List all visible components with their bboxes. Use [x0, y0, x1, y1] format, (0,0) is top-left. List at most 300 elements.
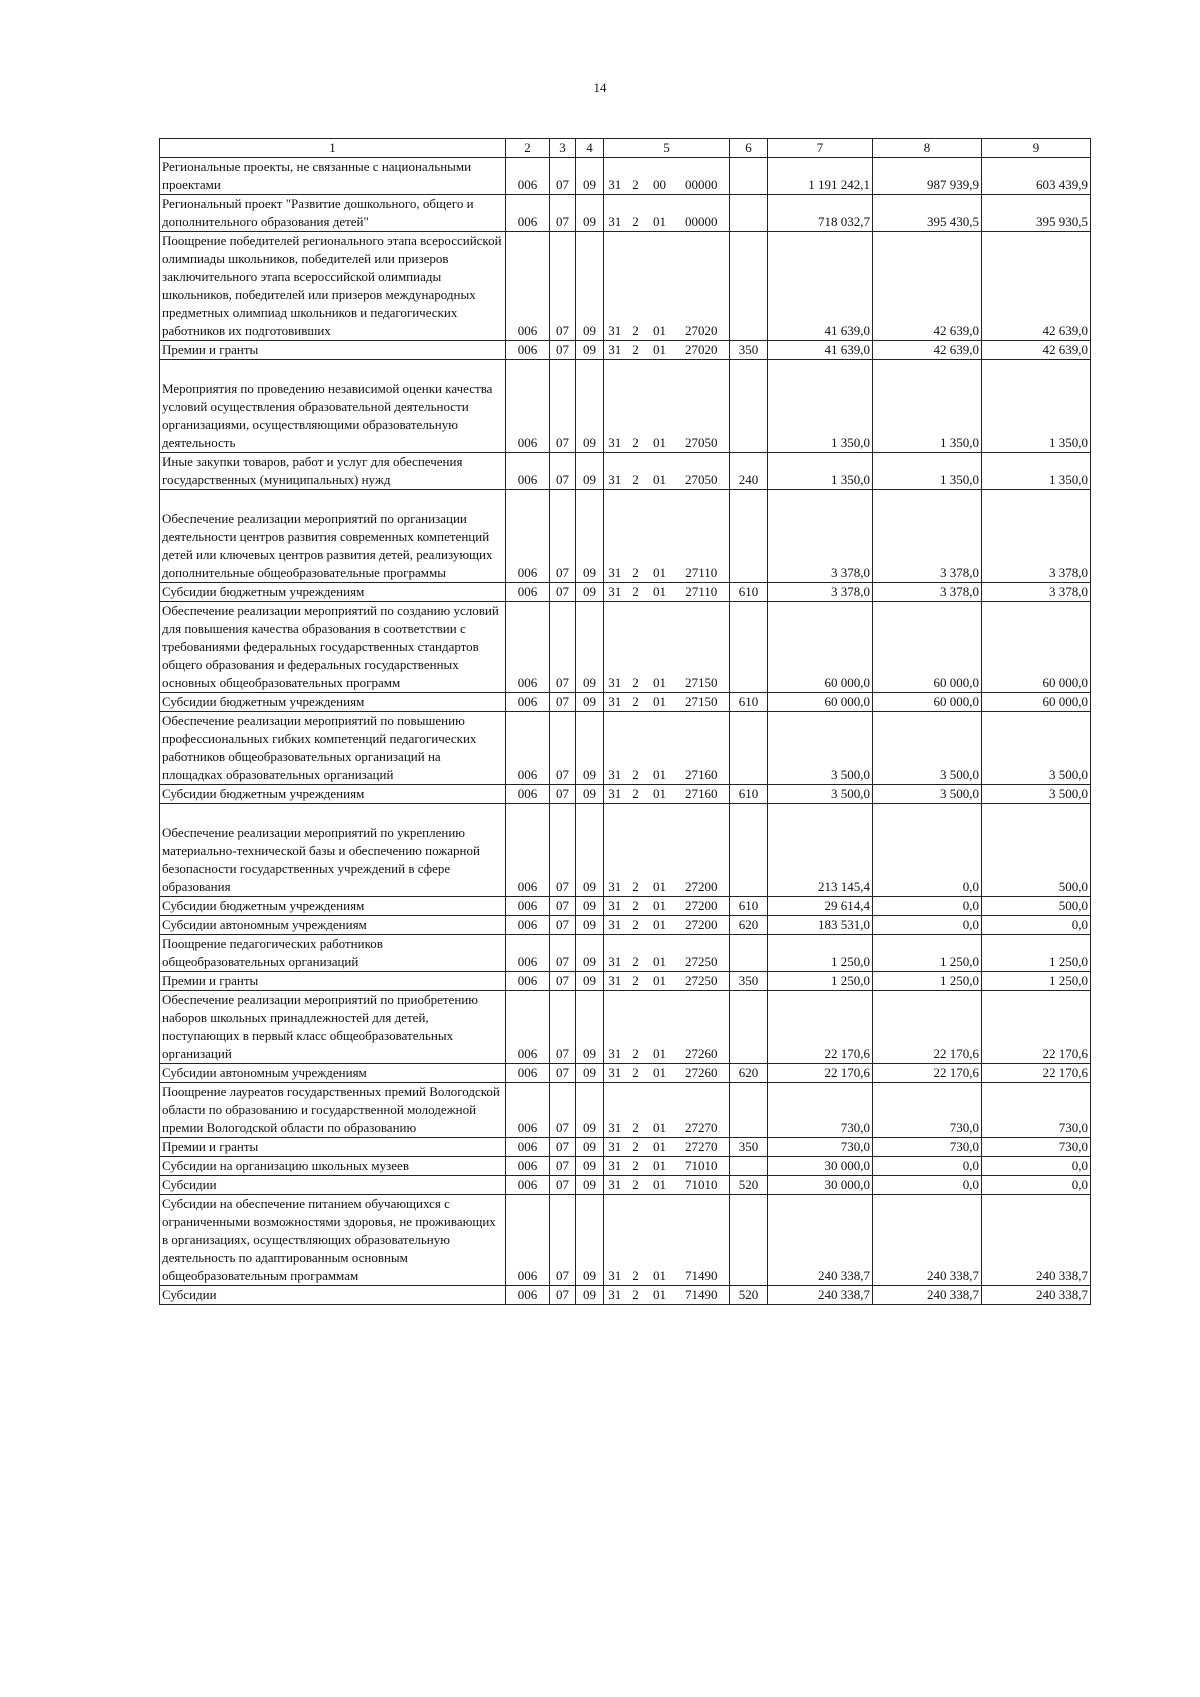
table-row — [160, 232, 1091, 341]
row-col-5-d: 27270 — [674, 1083, 730, 1138]
row-col-8: 0,0 — [873, 897, 982, 916]
row-col-2: 006 — [506, 712, 550, 785]
row-col-5-b: 2 — [626, 583, 646, 602]
row-col-7: 3 500,0 — [768, 785, 873, 804]
row-col-5-c: 01 — [646, 602, 674, 693]
row-col-5-c: 01 — [646, 1176, 674, 1195]
row-col-8: 3 500,0 — [873, 712, 982, 785]
row-name: Субсидии на организацию школьных музеев — [160, 1157, 506, 1176]
row-col-8: 3 378,0 — [873, 490, 982, 583]
row-col-9: 500,0 — [982, 804, 1091, 897]
row-col-5-a: 31 — [604, 693, 626, 712]
row-col-9: 3 378,0 — [982, 490, 1091, 583]
row-col-2: 006 — [506, 158, 550, 195]
row-col-7: 3 378,0 — [768, 490, 873, 583]
row-col-5-c: 01 — [646, 991, 674, 1064]
row-col-4: 09 — [576, 1286, 604, 1305]
table-row — [160, 935, 1091, 972]
row-col-5-a: 31 — [604, 1176, 626, 1195]
row-col-5-d: 27150 — [674, 693, 730, 712]
row-name: Субсидии бюджетным учреждениям — [160, 785, 506, 804]
row-col-4: 09 — [576, 341, 604, 360]
row-col-4: 09 — [576, 1157, 604, 1176]
row-col-5-b: 2 — [626, 712, 646, 785]
row-col-4: 09 — [576, 972, 604, 991]
row-col-2: 006 — [506, 1195, 550, 1286]
table-row — [160, 785, 1091, 804]
row-col-3: 07 — [550, 341, 576, 360]
row-col-3: 07 — [550, 804, 576, 897]
row-col-3: 07 — [550, 195, 576, 232]
row-col-8: 730,0 — [873, 1083, 982, 1138]
row-col-5-d: 27160 — [674, 712, 730, 785]
row-col-5-b: 2 — [626, 991, 646, 1064]
row-col-2: 006 — [506, 341, 550, 360]
row-name: Субсидии — [160, 1176, 506, 1195]
row-col-5-d: 71010 — [674, 1176, 730, 1195]
row-col-3: 07 — [550, 972, 576, 991]
row-col-4: 09 — [576, 1138, 604, 1157]
row-col-2: 006 — [506, 1286, 550, 1305]
row-col-8: 3 500,0 — [873, 785, 982, 804]
row-col-5-d: 00000 — [674, 195, 730, 232]
row-col-7: 1 350,0 — [768, 360, 873, 453]
row-col-5-b: 2 — [626, 1286, 646, 1305]
row-col-3: 07 — [550, 693, 576, 712]
row-col-5-a: 31 — [604, 158, 626, 195]
row-col-8: 0,0 — [873, 916, 982, 935]
row-col-9: 395 930,5 — [982, 195, 1091, 232]
row-col-5-d: 27270 — [674, 1138, 730, 1157]
row-col-8: 1 250,0 — [873, 935, 982, 972]
row-col-4: 09 — [576, 453, 604, 490]
row-name: Премии и гранты — [160, 1138, 506, 1157]
row-col-5-b: 2 — [626, 360, 646, 453]
row-col-6: 610 — [730, 583, 768, 602]
row-name: Субсидии — [160, 1286, 506, 1305]
row-col-5-a: 31 — [604, 897, 626, 916]
row-col-2: 006 — [506, 583, 550, 602]
row-col-8: 730,0 — [873, 1138, 982, 1157]
row-col-5-d: 27260 — [674, 991, 730, 1064]
row-col-5-c: 01 — [646, 1286, 674, 1305]
table-row — [160, 158, 1091, 195]
header-col-5: 5 — [604, 139, 730, 158]
row-col-8: 22 170,6 — [873, 991, 982, 1064]
row-name: Обеспечение реализации мероприятий по приобретению наборов школьных принадлежностей для детей, поступающих в первый класс общеобразовательных организаций — [160, 991, 506, 1064]
row-col-5-a: 31 — [604, 1195, 626, 1286]
row-col-6 — [730, 804, 768, 897]
row-col-3: 07 — [550, 232, 576, 341]
row-col-4: 09 — [576, 1083, 604, 1138]
row-col-6: 620 — [730, 1064, 768, 1083]
row-col-5-a: 31 — [604, 341, 626, 360]
row-col-5-d: 27020 — [674, 341, 730, 360]
row-col-2: 006 — [506, 232, 550, 341]
row-col-5-c: 01 — [646, 490, 674, 583]
row-col-5-d: 27150 — [674, 602, 730, 693]
row-col-3: 07 — [550, 1176, 576, 1195]
row-col-5-b: 2 — [626, 1176, 646, 1195]
row-col-9: 1 350,0 — [982, 453, 1091, 490]
row-col-5-b: 2 — [626, 804, 646, 897]
row-col-8: 0,0 — [873, 1176, 982, 1195]
row-col-5-d: 71490 — [674, 1286, 730, 1305]
row-col-5-d: 71490 — [674, 1195, 730, 1286]
row-col-5-c: 01 — [646, 935, 674, 972]
budget-table — [159, 138, 1091, 1305]
row-col-2: 006 — [506, 1176, 550, 1195]
table-row — [160, 341, 1091, 360]
row-col-9: 500,0 — [982, 897, 1091, 916]
page-number: 14 — [593, 80, 607, 95]
row-col-5-a: 31 — [604, 195, 626, 232]
row-col-6 — [730, 232, 768, 341]
row-col-5-d: 27050 — [674, 453, 730, 490]
row-col-7: 1 250,0 — [768, 935, 873, 972]
row-col-4: 09 — [576, 785, 604, 804]
row-col-7: 60 000,0 — [768, 602, 873, 693]
row-col-8: 42 639,0 — [873, 232, 982, 341]
row-col-5-c: 01 — [646, 1138, 674, 1157]
row-col-5-b: 2 — [626, 1083, 646, 1138]
row-col-4: 09 — [576, 602, 604, 693]
table-row — [160, 991, 1091, 1064]
row-col-3: 07 — [550, 1286, 576, 1305]
row-col-7: 1 250,0 — [768, 972, 873, 991]
row-col-2: 006 — [506, 897, 550, 916]
row-col-5-a: 31 — [604, 1064, 626, 1083]
row-col-5-c: 01 — [646, 712, 674, 785]
row-col-6 — [730, 158, 768, 195]
row-col-5-c: 01 — [646, 1195, 674, 1286]
row-col-3: 07 — [550, 1083, 576, 1138]
table-row — [160, 1138, 1091, 1157]
row-name: Региональные проекты, не связанные с национальными проектами — [160, 158, 506, 195]
row-col-7: 22 170,6 — [768, 991, 873, 1064]
row-col-6 — [730, 1157, 768, 1176]
row-col-7: 41 639,0 — [768, 341, 873, 360]
row-col-5-a: 31 — [604, 991, 626, 1064]
row-name: Поощрение лауреатов государственных премий Вологодской области по образованию и государственной молодежной премии Вологодской области по образованию — [160, 1083, 506, 1138]
row-col-7: 30 000,0 — [768, 1176, 873, 1195]
table-row — [160, 1195, 1091, 1286]
row-col-5-a: 31 — [604, 1138, 626, 1157]
row-col-4: 09 — [576, 693, 604, 712]
row-col-6 — [730, 712, 768, 785]
table-row — [160, 1286, 1091, 1305]
row-col-3: 07 — [550, 991, 576, 1064]
row-col-2: 006 — [506, 935, 550, 972]
row-col-6 — [730, 360, 768, 453]
row-col-7: 730,0 — [768, 1083, 873, 1138]
row-col-4: 09 — [576, 916, 604, 935]
row-col-2: 006 — [506, 972, 550, 991]
row-col-7: 22 170,6 — [768, 1064, 873, 1083]
row-col-5-a: 31 — [604, 804, 626, 897]
row-col-9: 240 338,7 — [982, 1195, 1091, 1286]
table-row — [160, 693, 1091, 712]
row-col-2: 006 — [506, 991, 550, 1064]
row-col-9: 730,0 — [982, 1138, 1091, 1157]
row-col-3: 07 — [550, 712, 576, 785]
row-col-5-a: 31 — [604, 712, 626, 785]
row-col-7: 240 338,7 — [768, 1195, 873, 1286]
row-col-5-c: 01 — [646, 195, 674, 232]
row-name: Субсидии бюджетным учреждениям — [160, 897, 506, 916]
row-col-8: 3 378,0 — [873, 583, 982, 602]
row-name: Поощрение победителей регионального этапа всероссийской олимпиады школьников, победителей или призеров заключительного этапа всероссийской олимпиады школьников, победителей или призеров международных предметных олимпиад школьников и педагогических работников их подготовивших — [160, 232, 506, 341]
row-col-4: 09 — [576, 195, 604, 232]
header-col-4: 4 — [576, 139, 604, 158]
row-col-5-b: 2 — [626, 1195, 646, 1286]
row-col-5-b: 2 — [626, 232, 646, 341]
row-col-5-c: 01 — [646, 453, 674, 490]
row-col-2: 006 — [506, 1064, 550, 1083]
row-col-5-b: 2 — [626, 453, 646, 490]
row-col-4: 09 — [576, 490, 604, 583]
row-col-2: 006 — [506, 360, 550, 453]
row-col-6 — [730, 991, 768, 1064]
row-col-3: 07 — [550, 490, 576, 583]
row-col-4: 09 — [576, 360, 604, 453]
row-col-5-a: 31 — [604, 232, 626, 341]
row-col-7: 41 639,0 — [768, 232, 873, 341]
table-row — [160, 195, 1091, 232]
row-col-7: 240 338,7 — [768, 1286, 873, 1305]
row-col-7: 1 191 242,1 — [768, 158, 873, 195]
row-col-4: 09 — [576, 232, 604, 341]
row-col-4: 09 — [576, 1195, 604, 1286]
row-col-7: 30 000,0 — [768, 1157, 873, 1176]
row-col-9: 22 170,6 — [982, 991, 1091, 1064]
row-col-7: 3 378,0 — [768, 583, 873, 602]
row-col-3: 07 — [550, 1138, 576, 1157]
row-col-3: 07 — [550, 1195, 576, 1286]
row-col-3: 07 — [550, 785, 576, 804]
row-name: Премии и гранты — [160, 972, 506, 991]
row-col-6: 350 — [730, 341, 768, 360]
row-col-5-d: 27250 — [674, 972, 730, 991]
row-col-8: 60 000,0 — [873, 602, 982, 693]
row-col-4: 09 — [576, 158, 604, 195]
row-col-8: 60 000,0 — [873, 693, 982, 712]
row-col-2: 006 — [506, 453, 550, 490]
table-row — [160, 897, 1091, 916]
row-col-2: 006 — [506, 195, 550, 232]
row-col-6: 610 — [730, 785, 768, 804]
row-col-4: 09 — [576, 991, 604, 1064]
row-col-5-b: 2 — [626, 785, 646, 804]
row-col-9: 1 250,0 — [982, 972, 1091, 991]
row-col-3: 07 — [550, 1157, 576, 1176]
row-col-7: 60 000,0 — [768, 693, 873, 712]
row-col-9: 42 639,0 — [982, 232, 1091, 341]
row-col-7: 718 032,7 — [768, 195, 873, 232]
table-row — [160, 1157, 1091, 1176]
table-header — [160, 139, 1091, 158]
table-row — [160, 804, 1091, 897]
header-col-8: 8 — [873, 139, 982, 158]
row-col-5-b: 2 — [626, 602, 646, 693]
row-col-3: 07 — [550, 158, 576, 195]
row-col-3: 07 — [550, 1064, 576, 1083]
row-col-5-b: 2 — [626, 693, 646, 712]
row-col-6: 520 — [730, 1286, 768, 1305]
row-col-5-d: 27200 — [674, 916, 730, 935]
row-col-7: 213 145,4 — [768, 804, 873, 897]
row-col-2: 006 — [506, 1138, 550, 1157]
row-col-5-b: 2 — [626, 195, 646, 232]
row-name: Субсидии на обеспечение питанием обучающихся с ограниченными возможностями здоровья, не проживающих в организациях, осуществляющих образовательную деятельность по адаптированным основным общеобразовательным программам — [160, 1195, 506, 1286]
row-col-9: 22 170,6 — [982, 1064, 1091, 1083]
row-col-5-c: 01 — [646, 972, 674, 991]
row-col-5-d: 71010 — [674, 1157, 730, 1176]
row-name: Субсидии автономным учреждениям — [160, 1064, 506, 1083]
row-col-5-a: 31 — [604, 490, 626, 583]
row-col-6: 620 — [730, 916, 768, 935]
row-col-5-c: 01 — [646, 1083, 674, 1138]
row-col-9: 3 500,0 — [982, 785, 1091, 804]
row-col-4: 09 — [576, 1064, 604, 1083]
row-name: Обеспечение реализации мероприятий по повышению профессиональных гибких компетенций педагогических работников общеобразовательных организаций на площадках образовательных организаций — [160, 712, 506, 785]
row-col-9: 0,0 — [982, 1157, 1091, 1176]
row-col-7: 183 531,0 — [768, 916, 873, 935]
row-col-5-a: 31 — [604, 1286, 626, 1305]
row-col-5-d: 27200 — [674, 804, 730, 897]
header-col-7: 7 — [768, 139, 873, 158]
row-col-6: 350 — [730, 1138, 768, 1157]
row-col-7: 730,0 — [768, 1138, 873, 1157]
table-row — [160, 1176, 1091, 1195]
row-col-4: 09 — [576, 804, 604, 897]
row-col-5-a: 31 — [604, 972, 626, 991]
row-col-8: 1 350,0 — [873, 360, 982, 453]
row-col-2: 006 — [506, 804, 550, 897]
header-col-2: 2 — [506, 139, 550, 158]
table-row — [160, 1064, 1091, 1083]
row-col-6: 610 — [730, 693, 768, 712]
row-col-9: 3 378,0 — [982, 583, 1091, 602]
row-col-8: 0,0 — [873, 1157, 982, 1176]
row-col-6: 520 — [730, 1176, 768, 1195]
row-col-5-b: 2 — [626, 1138, 646, 1157]
row-col-5-b: 2 — [626, 158, 646, 195]
row-col-4: 09 — [576, 1176, 604, 1195]
row-col-5-d: 27260 — [674, 1064, 730, 1083]
header-col-3: 3 — [550, 139, 576, 158]
row-col-5-c: 01 — [646, 1064, 674, 1083]
row-col-5-c: 01 — [646, 897, 674, 916]
row-col-5-c: 01 — [646, 916, 674, 935]
row-col-5-b: 2 — [626, 935, 646, 972]
row-col-8: 395 430,5 — [873, 195, 982, 232]
row-col-5-a: 31 — [604, 1083, 626, 1138]
row-col-9: 603 439,9 — [982, 158, 1091, 195]
row-col-5-d: 27250 — [674, 935, 730, 972]
row-col-8: 42 639,0 — [873, 341, 982, 360]
header-col-1: 1 — [160, 139, 506, 158]
row-col-6: 610 — [730, 897, 768, 916]
row-col-3: 07 — [550, 453, 576, 490]
row-col-9: 0,0 — [982, 916, 1091, 935]
row-name: Обеспечение реализации мероприятий по созданию условий для повышения качества образования в соответствии с требованиями федеральных государственных стандартов общего образования и федеральных государственных основных общеобразовательных программ — [160, 602, 506, 693]
row-col-9: 3 500,0 — [982, 712, 1091, 785]
row-name: Иные закупки товаров, работ и услуг для обеспечения государственных (муниципальных) нужд — [160, 453, 506, 490]
row-col-5-c: 01 — [646, 232, 674, 341]
row-col-4: 09 — [576, 935, 604, 972]
row-col-5-a: 31 — [604, 583, 626, 602]
table-row — [160, 490, 1091, 583]
row-col-8: 22 170,6 — [873, 1064, 982, 1083]
row-col-2: 006 — [506, 916, 550, 935]
row-col-5-a: 31 — [604, 785, 626, 804]
row-col-5-a: 31 — [604, 916, 626, 935]
row-col-6 — [730, 490, 768, 583]
row-col-6: 350 — [730, 972, 768, 991]
row-col-5-d: 27050 — [674, 360, 730, 453]
row-col-2: 006 — [506, 490, 550, 583]
row-name: Субсидии бюджетным учреждениям — [160, 693, 506, 712]
row-col-2: 006 — [506, 602, 550, 693]
row-name: Обеспечение реализации мероприятий по укреплению материально-технической базы и обеспечению пожарной безопасности государственных учреждений в сфере образования — [160, 804, 506, 897]
row-col-5-d: 27110 — [674, 490, 730, 583]
row-col-5-b: 2 — [626, 897, 646, 916]
table-row — [160, 712, 1091, 785]
row-col-5-a: 31 — [604, 935, 626, 972]
row-col-5-c: 01 — [646, 360, 674, 453]
row-col-7: 3 500,0 — [768, 712, 873, 785]
row-col-5-b: 2 — [626, 972, 646, 991]
row-col-7: 29 614,4 — [768, 897, 873, 916]
row-col-6 — [730, 602, 768, 693]
row-col-3: 07 — [550, 602, 576, 693]
row-col-5-c: 01 — [646, 693, 674, 712]
row-col-5-c: 01 — [646, 341, 674, 360]
row-col-4: 09 — [576, 897, 604, 916]
header-col-6: 6 — [730, 139, 768, 158]
row-col-9: 1 250,0 — [982, 935, 1091, 972]
row-col-9: 1 350,0 — [982, 360, 1091, 453]
table-row — [160, 972, 1091, 991]
row-col-3: 07 — [550, 897, 576, 916]
row-col-8: 0,0 — [873, 804, 982, 897]
row-col-3: 07 — [550, 916, 576, 935]
row-col-9: 60 000,0 — [982, 693, 1091, 712]
row-col-6 — [730, 1195, 768, 1286]
row-col-2: 006 — [506, 693, 550, 712]
row-col-3: 07 — [550, 935, 576, 972]
row-col-5-b: 2 — [626, 490, 646, 583]
row-col-5-b: 2 — [626, 1157, 646, 1176]
row-col-8: 1 250,0 — [873, 972, 982, 991]
table-row — [160, 1083, 1091, 1138]
row-name: Субсидии автономным учреждениям — [160, 916, 506, 935]
table-row — [160, 916, 1091, 935]
row-col-7: 1 350,0 — [768, 453, 873, 490]
row-col-9: 42 639,0 — [982, 341, 1091, 360]
row-col-5-b: 2 — [626, 916, 646, 935]
row-col-2: 006 — [506, 1157, 550, 1176]
row-name: Мероприятия по проведению независимой оценки качества условий осуществления образовательной деятельности организациями, осуществляющими образовательную деятельность — [160, 360, 506, 453]
table-row — [160, 360, 1091, 453]
row-col-3: 07 — [550, 360, 576, 453]
row-col-6 — [730, 935, 768, 972]
table-row — [160, 602, 1091, 693]
row-col-5-c: 01 — [646, 785, 674, 804]
row-col-5-d: 27110 — [674, 583, 730, 602]
row-col-5-d: 27160 — [674, 785, 730, 804]
